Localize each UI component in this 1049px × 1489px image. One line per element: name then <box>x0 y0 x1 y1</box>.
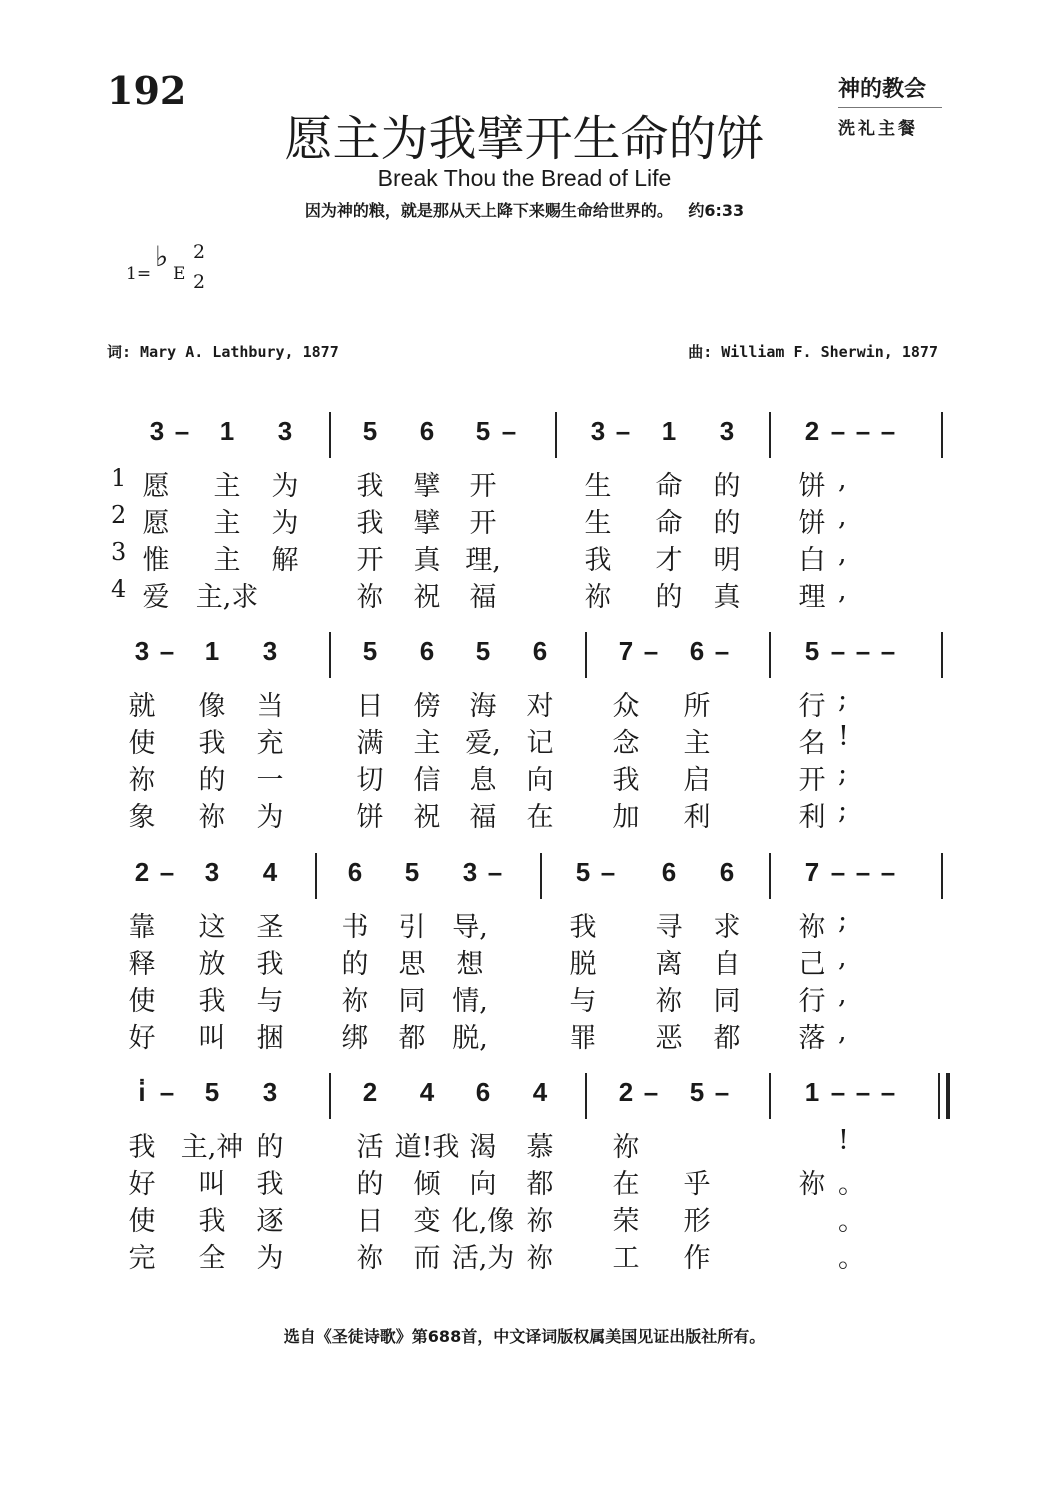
lyric-char: 的 <box>356 1169 384 1200</box>
lyric-char: 为 <box>256 1243 284 1274</box>
lyric-char: 变 <box>413 1206 441 1237</box>
lyric-line <box>0 1125 1049 1162</box>
lyric-char: , <box>838 464 847 495</box>
dash-note: – <box>855 416 871 446</box>
note: 3 <box>462 857 478 887</box>
lyric-char: , <box>838 501 847 532</box>
lyric-char: 祢 <box>356 582 384 613</box>
lyric-char: 祢 <box>128 765 156 796</box>
lyric-char: 饼 <box>798 508 826 539</box>
lyric-line <box>0 758 1049 795</box>
lyric-char: 与 <box>569 986 597 1017</box>
lyric-char: 愿 <box>142 508 170 539</box>
note: 2 <box>362 1077 378 1107</box>
lyric-char: 工 <box>612 1243 640 1274</box>
note: 6 <box>532 636 548 666</box>
lyric-char: 我 <box>198 728 226 759</box>
barline <box>540 853 542 899</box>
lyric-char: 福 <box>469 582 497 613</box>
lyric-char: 利 <box>683 802 711 833</box>
copyright-footer: 选自《圣徒诗歌》第688首，中文译词版权属美国见证出版社所有。 <box>283 1327 766 1346</box>
lyric-char: 我 <box>356 471 384 502</box>
lyric-char: , <box>838 1016 847 1047</box>
lyric-char: 开 <box>469 508 497 539</box>
lyric-char: 我 <box>128 1132 156 1163</box>
lyric-char: 我 <box>356 508 384 539</box>
lyric-line <box>0 1162 1049 1199</box>
dash-note: – <box>159 857 175 887</box>
note: 2 <box>134 857 150 887</box>
dash-note: – <box>830 857 846 887</box>
note: 5 <box>204 1077 220 1107</box>
category-label <box>838 72 942 139</box>
lyric-char: 当 <box>256 691 284 722</box>
lyric-char: 理, <box>465 545 501 576</box>
lyric-line <box>0 942 1049 979</box>
lyric-char: 愿 <box>142 471 170 502</box>
barline <box>941 632 943 678</box>
lyric-char: 像 <box>198 691 226 722</box>
lyric-char: 海 <box>469 691 497 722</box>
lyric-line <box>0 979 1049 1016</box>
dash-note: – <box>643 1077 659 1107</box>
time-signature-bottom: 2 <box>193 271 206 293</box>
lyric-char: 释 <box>128 949 156 980</box>
dash-note: – <box>159 636 175 666</box>
lyric-char: 为 <box>271 508 299 539</box>
lyric-char: 的 <box>713 508 741 539</box>
lyric-char: 圣 <box>256 912 284 943</box>
note: 3 <box>149 416 165 446</box>
key-note: E <box>173 264 186 284</box>
lyric-char: 完 <box>128 1243 156 1274</box>
lyric-char: 记 <box>526 728 554 759</box>
lyric-char: 。 <box>838 1206 865 1237</box>
lyric-char: 象 <box>128 802 156 833</box>
lyric-char: 傍 <box>413 691 441 722</box>
lyric-char: 寻 <box>655 912 683 943</box>
lyric-char: 惟 <box>142 545 170 576</box>
lyric-char: 主 <box>213 471 241 502</box>
lyric-char: 福 <box>469 802 497 833</box>
lyric-char: 一 <box>256 765 284 796</box>
category-top: 神的教会 <box>838 72 942 108</box>
note: 6 <box>475 1077 491 1107</box>
note: 5 <box>475 636 491 666</box>
lyric-char: 行 <box>798 986 826 1017</box>
note: 2 <box>804 416 820 446</box>
lyric-char: 日 <box>356 1206 384 1237</box>
lyric-char: 在 <box>612 1169 640 1200</box>
note: 6 <box>689 636 705 666</box>
lyric-char: 同 <box>398 986 426 1017</box>
dash-note: – <box>714 1077 730 1107</box>
lyric-char: 叫 <box>198 1169 226 1200</box>
lyric-char: 落 <box>798 1023 826 1054</box>
note: 4 <box>262 857 278 887</box>
music-credit: 曲: William F. Sherwin, 1877 <box>688 343 938 361</box>
lyric-char: 明 <box>713 545 741 576</box>
note: 6 <box>347 857 363 887</box>
lyric-char: 主,求 <box>195 582 259 613</box>
lyric-char: 使 <box>128 1206 156 1237</box>
lyric-char: , <box>838 575 847 606</box>
lyric-char: 想 <box>456 949 484 980</box>
lyric-char: 祢 <box>341 986 369 1017</box>
barline <box>941 412 943 458</box>
lyric-char: 开 <box>798 765 826 796</box>
time-signature-top: 2 <box>193 241 206 263</box>
lyric-char: 全 <box>198 1243 226 1274</box>
lyric-char: 祝 <box>413 582 441 613</box>
lyric-char: 使 <box>128 728 156 759</box>
note: 7 <box>804 857 820 887</box>
lyric-char: 充 <box>256 728 284 759</box>
lyric-char: 。 <box>838 1243 865 1274</box>
lyric-char: 我 <box>612 765 640 796</box>
dash-note: – <box>174 416 190 446</box>
lyric-line <box>0 1016 1049 1053</box>
lyric-char: 启 <box>683 765 711 796</box>
category-bottom: 洗礼主餐 <box>838 119 918 139</box>
dash-note: – <box>643 636 659 666</box>
note: 3 <box>134 636 150 666</box>
lyric-char: 好 <box>128 1023 156 1054</box>
lyric-char: 祢 <box>655 986 683 1017</box>
lyric-char: 荣 <box>612 1206 640 1237</box>
note: 3 <box>262 1077 278 1107</box>
lyric-char: 我 <box>198 1206 226 1237</box>
hymn-title: 愿主为我擘开生命的饼 <box>284 111 765 167</box>
hymn-subtitle: Break Thou the Bread of Life <box>377 165 672 191</box>
lyric-line <box>0 538 1049 575</box>
barline <box>769 412 771 458</box>
lyric-char: 罪 <box>569 1023 597 1054</box>
note: 5 <box>404 857 420 887</box>
lyric-char: 祢 <box>798 912 826 943</box>
lyric-char: 我 <box>584 545 612 576</box>
lyric-char: 绑 <box>341 1023 369 1054</box>
lyric-char: 脱 <box>569 949 597 980</box>
lyric-line <box>0 1236 1049 1273</box>
note: 3 <box>262 636 278 666</box>
lyric-char: 名 <box>798 728 826 759</box>
hymn-number: 192 <box>107 68 187 113</box>
lyric-line <box>0 501 1049 538</box>
words-credit: 词: Mary A. Lathbury, 1877 <box>107 343 339 361</box>
lyric-char: 主 <box>683 728 711 759</box>
barline <box>315 853 317 899</box>
lyric-char: 脱, <box>452 1023 488 1054</box>
lyric-char: 书 <box>341 912 369 943</box>
note: 3 <box>204 857 220 887</box>
lyric-char: 都 <box>526 1169 554 1200</box>
dash-note: – <box>501 416 517 446</box>
lyric-char: 的 <box>256 1132 284 1163</box>
lyric-char: 乎 <box>683 1169 711 1200</box>
lyric-char: 慕 <box>526 1132 554 1163</box>
lyric-char: ; <box>838 905 848 936</box>
lyric-char: 祢 <box>526 1243 554 1274</box>
dash-note: – <box>830 416 846 446</box>
lyric-char: 情, <box>452 986 488 1017</box>
lyric-char: 。 <box>838 1169 865 1200</box>
lyric-char: 对 <box>526 691 554 722</box>
lyric-char: 祝 <box>413 802 441 833</box>
barline <box>941 853 943 899</box>
lyric-char: 饼 <box>356 802 384 833</box>
lyric-char: 放 <box>198 949 226 980</box>
lyric-char: 为 <box>256 802 284 833</box>
dash-note: – <box>855 857 871 887</box>
lyric-char: 开 <box>469 471 497 502</box>
lyric-line <box>0 721 1049 758</box>
barline <box>329 412 331 458</box>
key-prefix: 1= <box>126 264 152 284</box>
barline <box>585 1073 587 1119</box>
note: 6 <box>719 857 735 887</box>
note: 5 <box>362 636 378 666</box>
lyric-char: 行 <box>798 691 826 722</box>
lyric-char: 所 <box>683 691 711 722</box>
verse-number: 3 <box>111 538 127 566</box>
lyric-char: 求 <box>713 912 741 943</box>
lyric-char: 生 <box>584 471 612 502</box>
lyric-char: 主 <box>413 728 441 759</box>
lyric-char: 饼 <box>798 471 826 502</box>
lyric-char: ! <box>838 1125 849 1156</box>
lyric-char: 捆 <box>256 1023 284 1054</box>
flat-icon: ♭ <box>155 240 169 273</box>
lyric-char: 活 <box>356 1132 384 1163</box>
note: 5 <box>575 857 591 887</box>
lyric-line <box>0 795 1049 832</box>
lyric-char: 叫 <box>198 1023 226 1054</box>
lyric-char: 众 <box>612 691 640 722</box>
barline <box>769 1073 771 1119</box>
dash-note: – <box>615 416 631 446</box>
lyric-char: , <box>838 979 847 1010</box>
lyric-char: 渴 <box>469 1132 497 1163</box>
scripture-reference: 因为神的粮，就是那从天上降下来赐生命给世界的。 约6:33 <box>304 201 745 220</box>
barline <box>769 853 771 899</box>
note: 3 <box>719 416 735 446</box>
note: 1 <box>204 636 220 666</box>
lyric-char: 自 <box>713 949 741 980</box>
verse-number: 1 <box>111 464 127 492</box>
lyric-char: 思 <box>398 949 426 980</box>
barline <box>329 632 331 678</box>
lyric-char: 利 <box>798 802 826 833</box>
note: 2 <box>618 1077 634 1107</box>
lyric-char: 才 <box>655 545 683 576</box>
lyric-char: 己 <box>798 949 826 980</box>
lyric-char: 的 <box>655 582 683 613</box>
lyric-char: ; <box>838 795 848 826</box>
lyric-char: 靠 <box>128 912 156 943</box>
lyric-char: 使 <box>128 986 156 1017</box>
note: 5 <box>804 636 820 666</box>
barline <box>585 632 587 678</box>
dash-note: – <box>880 636 896 666</box>
lyric-line <box>0 684 1049 721</box>
note: 6 <box>419 636 435 666</box>
lyric-char: 生 <box>584 508 612 539</box>
lyric-char: 就 <box>128 691 156 722</box>
lyric-char: 爱 <box>142 582 170 613</box>
dash-note: – <box>880 416 896 446</box>
lyric-char: 真 <box>413 545 441 576</box>
dash-note: – <box>830 1077 846 1107</box>
final-barline <box>938 1073 950 1119</box>
lyric-line <box>0 1199 1049 1236</box>
lyric-char: 祢 <box>198 802 226 833</box>
lyric-char: 道!我 <box>394 1132 460 1163</box>
note: 3 <box>277 416 293 446</box>
lyric-char: ! <box>838 721 849 752</box>
lyric-char: 我 <box>256 1169 284 1200</box>
dash-note: – <box>159 1077 175 1107</box>
verse-number: 2 <box>111 501 127 529</box>
barline <box>769 632 771 678</box>
lyric-char: 开 <box>356 545 384 576</box>
lyric-char: 白 <box>798 545 826 576</box>
lyric-char: 都 <box>398 1023 426 1054</box>
lyric-char: 祢 <box>798 1169 826 1200</box>
dash-note: – <box>830 636 846 666</box>
lyric-char: 同 <box>713 986 741 1017</box>
lyric-char: ; <box>838 684 848 715</box>
lyric-char: 切 <box>356 765 384 796</box>
lyric-char: 我 <box>198 986 226 1017</box>
lyric-char: 加 <box>612 802 640 833</box>
lyric-char: 在 <box>526 802 554 833</box>
note: 3 <box>590 416 606 446</box>
lyric-char: 擘 <box>413 508 441 539</box>
lyric-char: 祢 <box>584 582 612 613</box>
lyric-char: 的 <box>713 471 741 502</box>
lyric-char: 我 <box>256 949 284 980</box>
note: 6 <box>419 416 435 446</box>
lyric-line <box>0 464 1049 501</box>
lyric-char: 祢 <box>612 1132 640 1163</box>
note: 1 <box>219 416 235 446</box>
note: 5 <box>689 1077 705 1107</box>
note: 4 <box>419 1077 435 1107</box>
note: 1 <box>804 1077 820 1107</box>
note: 5 <box>475 416 491 446</box>
lyric-char: 引 <box>398 912 426 943</box>
lyric-char: 主 <box>213 545 241 576</box>
lyric-char: 爱, <box>465 728 501 759</box>
lyric-char: ; <box>838 758 848 789</box>
lyric-char: 导, <box>452 912 488 943</box>
lyric-char: 活,为 <box>451 1243 515 1274</box>
lyric-char: 念 <box>612 728 640 759</box>
dash-note: – <box>880 1077 896 1107</box>
dash-note: – <box>855 1077 871 1107</box>
note: 1 <box>661 416 677 446</box>
lyric-char: 作 <box>683 1243 711 1274</box>
lyric-char: 祢 <box>526 1206 554 1237</box>
lyric-char: 命 <box>655 471 683 502</box>
lyric-char: 而 <box>413 1243 441 1274</box>
note: 6 <box>661 857 677 887</box>
lyric-char: 倾 <box>413 1169 441 1200</box>
lyric-char: 向 <box>526 765 554 796</box>
lyric-char: 解 <box>271 545 299 576</box>
lyric-char: 主 <box>213 508 241 539</box>
lyric-char: 理 <box>798 582 826 613</box>
lyric-char: 主,神 <box>180 1132 244 1163</box>
lyric-char: 化,像 <box>451 1206 515 1237</box>
lyric-line <box>0 905 1049 942</box>
lyric-char: 都 <box>713 1023 741 1054</box>
note: 5 <box>362 416 378 446</box>
note: 4 <box>532 1077 548 1107</box>
dash-note: – <box>600 857 616 887</box>
lyric-char: 日 <box>356 691 384 722</box>
note: i̇ <box>138 1077 146 1107</box>
dash-note: – <box>714 636 730 666</box>
lyric-char: 满 <box>356 728 384 759</box>
verse-number: 4 <box>111 575 127 603</box>
lyric-char: 向 <box>469 1169 497 1200</box>
lyric-char: 的 <box>198 765 226 796</box>
lyric-char: 真 <box>713 582 741 613</box>
lyric-char: 逐 <box>256 1206 284 1237</box>
note: 7 <box>618 636 634 666</box>
barline <box>329 1073 331 1119</box>
lyric-line <box>0 575 1049 612</box>
lyric-char: , <box>838 942 847 973</box>
lyric-char: 我 <box>569 912 597 943</box>
lyric-char: 与 <box>256 986 284 1017</box>
barline <box>555 412 557 458</box>
lyric-char: 离 <box>655 949 683 980</box>
lyric-char: 命 <box>655 508 683 539</box>
lyric-char: 祢 <box>356 1243 384 1274</box>
lyric-char: 恶 <box>655 1023 683 1054</box>
lyric-char: 这 <box>198 912 226 943</box>
lyric-char: 好 <box>128 1169 156 1200</box>
dash-note: – <box>487 857 503 887</box>
lyric-char: 形 <box>683 1206 711 1237</box>
dash-note: – <box>880 857 896 887</box>
lyric-char: 擘 <box>413 471 441 502</box>
lyric-char: 信 <box>413 765 441 796</box>
lyric-char: 为 <box>271 471 299 502</box>
lyric-char: 息 <box>469 765 497 796</box>
lyric-char: 的 <box>341 949 369 980</box>
lyric-char: , <box>838 538 847 569</box>
dash-note: – <box>855 636 871 666</box>
